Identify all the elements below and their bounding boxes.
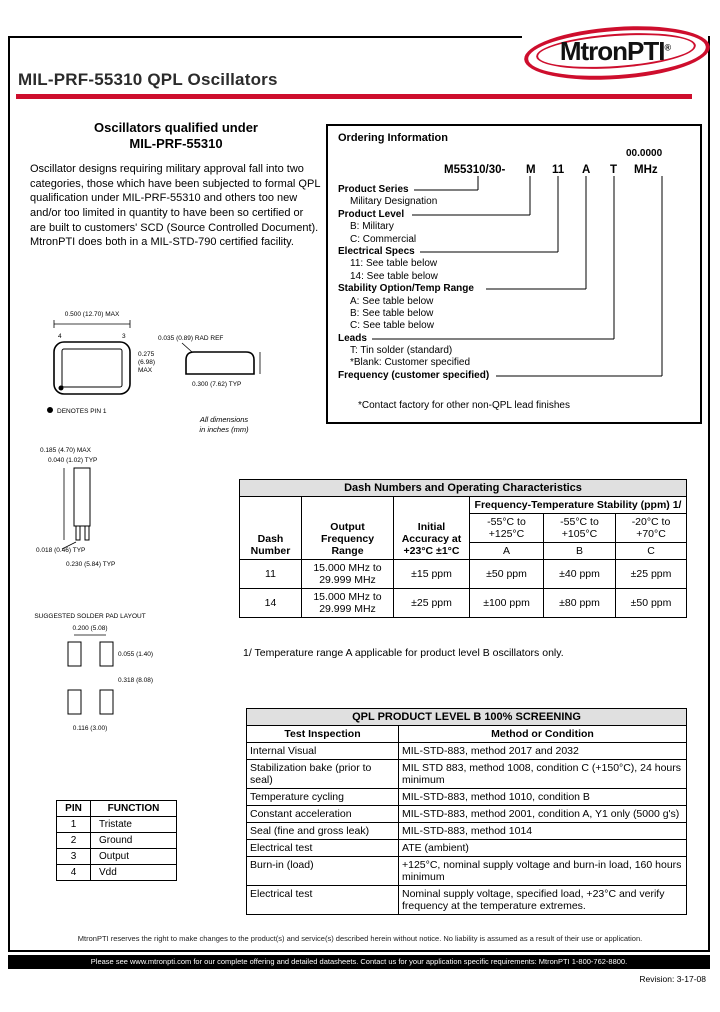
cell-inspection: Constant acceleration	[247, 806, 399, 823]
ordering-frequency-value: 00.0000	[626, 148, 663, 159]
intro-heading-line2: MIL-PRF-55310	[129, 136, 223, 151]
cell-range: 15.000 MHz to 29.999 MHz	[302, 589, 394, 618]
ordering-label-stability: Stability Option/Temp Range	[338, 283, 474, 295]
col-header-temp-b: -55°C to +105°C	[544, 514, 616, 543]
cell-stability-b: ±40 ppm	[544, 560, 616, 589]
table-row	[57, 833, 177, 849]
registered-mark: ®	[664, 42, 671, 53]
pin-number: 2	[57, 833, 91, 849]
dim-label: 0.185 (4.70) MAX	[40, 447, 91, 454]
dim-label: 0.300 (7.62) TYP	[192, 381, 242, 388]
screening-header-method: Method or Condition	[399, 726, 687, 743]
code-leads: T	[610, 164, 618, 176]
cell-inspection: Temperature cycling	[247, 789, 399, 806]
dim-label: 0.275	[138, 351, 155, 358]
cell-stability-c: ±50 ppm	[616, 589, 687, 618]
legal-disclaimer: MtronPTI reserves the right to make changes to the product(s) and service(s) described herein without notice. No liability is assumed as a result of their use or application.	[77, 934, 643, 943]
code-stability: A	[582, 164, 591, 176]
cell-accuracy: ±15 ppm	[394, 560, 470, 589]
table-row	[247, 760, 687, 789]
package-top-view	[47, 311, 155, 415]
col-header-temp-a: -55°C to +125°C	[470, 514, 544, 543]
dim-label: 0.055 (1.40)	[118, 651, 154, 658]
cell-method: +125°C, nominal supply voltage and burn-in load, 160 hours minimum	[399, 857, 687, 886]
ordering-sub-item: T: Tin solder (standard)	[350, 345, 453, 357]
table-row	[247, 857, 687, 886]
dim-label: 0.116 (3.00)	[72, 725, 108, 732]
dim-label: 0.500 (12.70) MAX	[64, 311, 120, 318]
title-accent-bar	[16, 94, 692, 99]
cell-method: MIL-STD-883, method 1014	[399, 823, 687, 840]
code-electrical-spec: 11	[552, 164, 565, 176]
col-header-initial-accuracy: Initial Accuracy at +23°C ±1°C	[394, 497, 470, 560]
table-row	[240, 589, 687, 618]
table-row	[240, 560, 687, 589]
cell-method: MIL-STD-883, method 1010, condition B	[399, 789, 687, 806]
ordering-sub-item: 14: See table below	[350, 270, 438, 282]
cell-inspection: Burn-in (load)	[247, 857, 399, 886]
ordering-legend	[338, 184, 688, 382]
dim-label: 0.035 (0.89) RAD REF	[158, 335, 224, 342]
cell-dash: 11	[240, 560, 302, 589]
table-row	[247, 806, 687, 823]
table-row	[247, 743, 687, 760]
cell-inspection: Electrical test	[247, 840, 399, 857]
table-row	[57, 817, 177, 833]
revision-text: Revision: 3-17-08	[639, 974, 706, 984]
ordering-label-frequency: Frequency (customer specified)	[338, 369, 490, 381]
table-row	[247, 789, 687, 806]
table-row	[247, 823, 687, 840]
dim-label: (6.98)	[138, 359, 155, 366]
table-row	[247, 840, 687, 857]
cell-range: 15.000 MHz to 29.999 MHz	[302, 560, 394, 589]
dash-table-footnote: 1/ Temperature range A applicable for product level B oscillators only.	[243, 647, 564, 659]
pin-function: Ground	[91, 833, 177, 849]
ordering-label-product-series: Product Series	[338, 184, 409, 195]
ordering-label-leads: Leads	[338, 332, 367, 344]
ordering-sub-item: B: Military	[350, 221, 394, 233]
ordering-label-product-level: Product Level	[338, 208, 405, 220]
cell-inspection: Internal Visual	[247, 743, 399, 760]
pin-function: Output	[91, 849, 177, 865]
contact-footer-bar: Please see www.mtronpti.com for our complete offering and detailed datasheets. Contact us for your application specific requirements: MtronPTI 1-800-762-8800.	[8, 955, 710, 969]
code-frequency-unit: MHz	[634, 164, 658, 176]
col-header-stability-group: Frequency-Temperature Stability (ppm) 1/	[470, 497, 687, 514]
pin1-dot-icon	[59, 386, 64, 391]
cell-inspection: Seal (fine and gross leak)	[247, 823, 399, 840]
denotes-pin1-dot-icon	[47, 407, 53, 413]
col-header-temp-c: -20°C to +70°C	[616, 514, 687, 543]
ordering-sub-item: *Blank: Customer specified	[350, 357, 471, 369]
intro-paragraph: Oscillator designs requiring military approval fall into two categories, those which have been subjected to formal QPL qualification under MIL-PRF-55310 and others too new and/or too limited in quantity to have been so certified or are built to customers' SCD (Source Controlled Document). MtronPTI does both in a MIL-STD-790 certified facility.	[30, 163, 321, 249]
page-title: MIL-PRF-55310 QPL Oscillators	[18, 70, 278, 89]
code-product-level: M	[526, 164, 536, 176]
ordering-sub-item: B: See table below	[350, 307, 434, 319]
col-header-frequency-range: Output Frequency Range	[302, 497, 394, 560]
pin-number-4: 4	[58, 333, 62, 340]
package-lead-view	[36, 447, 115, 568]
pin-table-header-pin: PIN	[57, 801, 91, 817]
ordering-label-electrical-specs: Electrical Specs	[338, 245, 415, 257]
cell-accuracy: ±25 ppm	[394, 589, 470, 618]
brand-logo	[522, 22, 708, 78]
solder-pad-caption: SUGGESTED SOLDER PAD LAYOUT	[34, 613, 146, 620]
cell-method: Nominal supply voltage, specified load, +23°C and verify frequency at the temperature extremes.	[399, 886, 687, 915]
cell-stability-a: ±50 ppm	[470, 560, 544, 589]
pin-number-3: 3	[122, 333, 126, 340]
dimensions-note	[199, 415, 249, 434]
cell-method: MIL STD 883, method 1008, condition C (+150°C), 24 hours minimum	[399, 760, 687, 789]
brand-name	[522, 36, 708, 67]
table-row	[247, 886, 687, 915]
dim-label: 0.200 (5.08)	[72, 625, 108, 632]
dim-label: 0.318 (8.08)	[118, 677, 154, 684]
table-row	[57, 865, 177, 881]
ordering-sub-item: 11: See table below	[350, 258, 438, 270]
pin-number: 3	[57, 849, 91, 865]
cell-stability-c: ±25 ppm	[616, 560, 687, 589]
dim-label: 0.230 (5.84) TYP	[66, 561, 116, 568]
dim-label: 0.018 (0.46) TYP	[36, 547, 86, 554]
screening-header-inspection: Test Inspection	[247, 726, 399, 743]
pin-table-header-function: FUNCTION	[91, 801, 177, 817]
dimensions-note-line1: All dimensions	[199, 415, 249, 424]
screening-table	[246, 708, 687, 915]
code-base: M55310/30-	[444, 164, 506, 176]
ordering-sub-item: C: Commercial	[350, 233, 417, 245]
cell-inspection: Stabilization bake (prior to seal)	[247, 760, 399, 789]
col-header-dash-number: Dash Number	[240, 497, 302, 560]
cell-dash: 14	[240, 589, 302, 618]
pin-function: Tristate	[91, 817, 177, 833]
col-header-letter-c: C	[616, 543, 687, 560]
ordering-footnote: *Contact factory for other non-QPL lead finishes	[358, 400, 570, 411]
col-header-letter-b: B	[544, 543, 616, 560]
dash-table-title: Dash Numbers and Operating Characteristics	[240, 480, 687, 497]
ordering-sub-item: A: See table below	[350, 295, 434, 307]
pin-number: 1	[57, 817, 91, 833]
intro-section	[30, 120, 322, 250]
screening-table-title: QPL PRODUCT LEVEL B 100% SCREENING	[247, 709, 687, 726]
solder-pad-layout	[34, 613, 153, 732]
package-side-profile	[158, 335, 260, 388]
denotes-pin1-label: DENOTES PIN 1	[57, 408, 107, 415]
pin-function-table	[56, 800, 177, 881]
cell-method: MIL-STD-883, method 2001, condition A, Y1 only (5000 g's)	[399, 806, 687, 823]
pin-function: Vdd	[91, 865, 177, 881]
ordering-title: Ordering Information	[338, 132, 448, 144]
dim-label: MAX	[138, 367, 153, 374]
ordering-information-box	[326, 124, 702, 424]
col-header-letter-a: A	[470, 543, 544, 560]
cell-stability-b: ±80 ppm	[544, 589, 616, 618]
dash-numbers-table	[239, 479, 687, 618]
cell-method: ATE (ambient)	[399, 840, 687, 857]
dimensions-note-line2: in inches (mm)	[199, 425, 249, 434]
ordering-sub-item: Military Designation	[350, 196, 438, 208]
dim-label: 0.040 (1.02) TYP	[48, 457, 98, 464]
cell-inspection: Electrical test	[247, 886, 399, 915]
cell-stability-a: ±100 ppm	[470, 589, 544, 618]
pin-number: 4	[57, 865, 91, 881]
table-row	[57, 849, 177, 865]
intro-heading-line1: Oscillators qualified under	[94, 120, 258, 135]
ordering-sub-item: C: See table below	[350, 320, 434, 332]
cell-method: MIL-STD-883, method 2017 and 2032	[399, 743, 687, 760]
brand-text: MtronPTI	[559, 36, 665, 66]
